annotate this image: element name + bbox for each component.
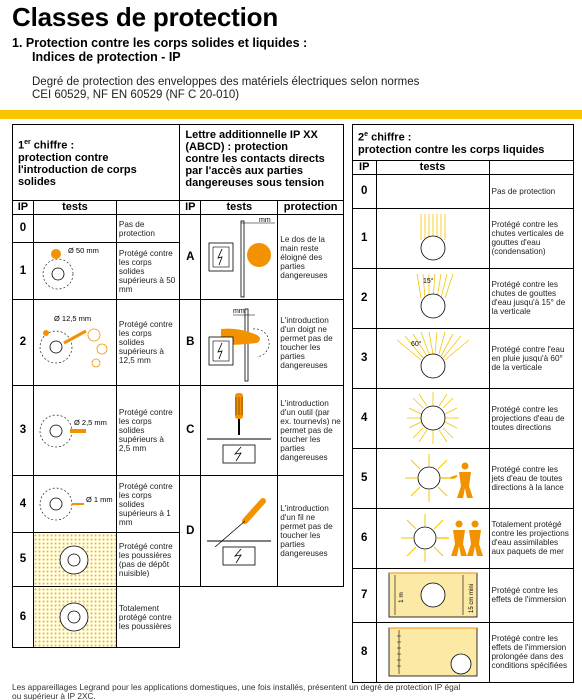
test-illustration <box>201 300 278 386</box>
ip-number: 7 <box>353 568 377 622</box>
ip-number: 1 <box>353 208 377 268</box>
col-header-tests: tests <box>33 201 116 215</box>
row-description: Protégé contre les corps solides supérieurs à 1 mm <box>116 476 179 533</box>
section-subheading: Indices de protection - IP <box>32 50 181 64</box>
ip-number: 1 <box>13 243 34 300</box>
row-description: L'introduction d'un outil (par ex. tournevis) ne permet pas de toucher les parties dangereuses <box>278 386 344 476</box>
letter-code: C <box>180 386 201 476</box>
accent-bar <box>0 110 582 119</box>
immersion-icon <box>377 569 489 621</box>
col-header-ip: IP <box>180 201 201 215</box>
page-title: Classes de protection <box>12 2 278 32</box>
row-description: Protégé contre les effets de l'immersion <box>489 568 574 622</box>
letter-code: A <box>180 215 201 300</box>
test-illustration <box>33 215 116 243</box>
row-description: Protégé contre les chutes de gouttes d'eau jusqu'à 15° de la verticale <box>489 268 574 328</box>
heading-sup: er <box>24 139 31 147</box>
ip-number: 5 <box>353 448 377 508</box>
table-row <box>353 208 574 268</box>
wire-probe-icon <box>34 477 116 531</box>
test-illustration <box>376 208 489 268</box>
screwdriver-icon <box>201 387 277 475</box>
heading-text: dangereuses sous tension <box>185 177 325 189</box>
wire-icon <box>201 481 277 581</box>
row-description: Protégé contre les chutes verticales de gouttes d'eau (condensation) <box>489 208 574 268</box>
col-header-protection: protection <box>278 201 344 215</box>
table-row <box>353 508 574 568</box>
row-description: Protégé contre les jets d'eau de toutes directions à la lance <box>489 448 574 508</box>
water-jet-icon <box>377 450 489 506</box>
row-description: Protégé contre l'eau en pluie jusqu'à 60° de la verticale <box>489 328 574 388</box>
ip-number: 8 <box>353 622 377 682</box>
test-illustration <box>33 476 116 533</box>
ip-number: 0 <box>353 174 377 208</box>
test-illustration <box>201 386 278 476</box>
test-finger-icon <box>201 301 277 385</box>
test-illustration <box>33 533 116 587</box>
drops-15-degree-icon <box>377 270 489 326</box>
ip-number: 3 <box>13 386 34 476</box>
row-description: Pas de protection <box>489 174 574 208</box>
row-description: Totalement protégé contre les projections d'eau assimilables aux paquets de mer <box>489 508 574 568</box>
ip-number: 2 <box>353 268 377 328</box>
liquids-table <box>352 124 574 683</box>
heading-sup: e <box>364 131 369 138</box>
col-header-tests: tests <box>376 160 489 174</box>
test-illustration <box>376 568 489 622</box>
dust-tight-icon <box>34 589 116 645</box>
table-row <box>13 215 344 243</box>
row-description: Protégé contre les projections d'eau de toutes directions <box>489 388 574 448</box>
test-illustration <box>33 386 116 476</box>
table-row <box>353 388 574 448</box>
svg-text:mm: mm <box>259 217 271 224</box>
heavy-seas-icon <box>377 510 489 566</box>
col-header-blank <box>489 160 574 174</box>
ip-number: 0 <box>13 215 34 243</box>
footer-note <box>12 683 572 700</box>
ip-number: 3 <box>353 328 377 388</box>
heading-text: par l'accès aux parties <box>185 165 303 177</box>
row-description: Le dos de la main reste éloigné des parties dangereuses <box>278 215 344 300</box>
footer-line: Les appareillages Legrand pour les applications domestiques, une fois installés, présentent un degré de protection IP égal <box>12 682 461 692</box>
table-row <box>353 622 574 682</box>
heading-text: chiffre : <box>30 139 75 152</box>
first-digit-heading <box>13 125 180 201</box>
svg-text:mm: mm <box>233 307 245 315</box>
heading-text: contre les contacts directs <box>185 153 325 165</box>
ip-number: 4 <box>353 388 377 448</box>
test-illustration <box>376 508 489 568</box>
table-row <box>353 174 574 208</box>
svg-text:15 cm mini: 15 cm mini <box>468 584 475 614</box>
heading-text: l'introduction de corps <box>18 163 137 176</box>
heading-digit: 2 <box>358 131 365 144</box>
svg-text:1 m: 1 m <box>397 592 405 604</box>
ip-number: 2 <box>13 300 34 386</box>
table-row <box>353 448 574 508</box>
ip-number: 6 <box>13 587 34 648</box>
svg-text:Ø 50 mm: Ø 50 mm <box>67 246 99 256</box>
splash-all-directions-icon <box>377 390 489 446</box>
row-description: Protégé contre les poussières (pas de dépôt nuisible) <box>116 533 179 587</box>
heading-digit: 1 <box>18 139 25 152</box>
test-illustration <box>376 448 489 508</box>
ip-number: 4 <box>13 476 34 533</box>
svg-text:60°: 60° <box>410 341 422 349</box>
svg-text:Ø 1 mm: Ø 1 mm <box>85 495 113 504</box>
test-illustration <box>201 215 278 300</box>
heading-text: chiffre : <box>368 131 412 144</box>
col-header-ip: IP <box>353 160 377 174</box>
heading-text: solides <box>18 175 56 188</box>
rain-60-degree-icon <box>377 330 489 386</box>
finger-probe-icon <box>34 301 116 385</box>
col-header-tests: tests <box>201 201 278 215</box>
test-illustration <box>376 174 489 208</box>
additional-letter-heading <box>180 125 344 201</box>
test-illustration <box>33 300 116 386</box>
heading-text: (ABCD) : protection <box>185 141 289 153</box>
svg-text:Ø 12,5 mm: Ø 12,5 mm <box>53 313 92 323</box>
table-row <box>353 328 574 388</box>
section-heading: 1. Protection contre les corps solides et liquides : <box>12 36 308 50</box>
intro-text <box>32 76 419 102</box>
row-description: Protégé contre les effets de l'immersion prolongée dans des conditions spécifiées <box>489 622 574 682</box>
test-illustration <box>376 388 489 448</box>
row-description: Pas de protection <box>116 215 179 243</box>
back-of-hand-icon <box>201 215 277 299</box>
row-description: Protégé contre les corps solides supérieurs à 2,5 mm <box>116 386 179 476</box>
row-description: Totalement protégé contre les poussières <box>116 587 179 648</box>
letter-code: D <box>180 476 201 587</box>
table-row <box>353 568 574 622</box>
empty-cell <box>180 587 344 648</box>
ip-number: 5 <box>13 533 34 587</box>
heading-text: protection contre <box>18 151 109 164</box>
table-row <box>13 587 344 648</box>
sphere-50mm-icon <box>34 244 116 298</box>
dust-icon <box>34 535 116 585</box>
vertical-drops-icon <box>377 210 489 266</box>
ip-number: 6 <box>353 508 377 568</box>
table-row <box>13 300 344 386</box>
letter-code: B <box>180 300 201 386</box>
test-illustration <box>376 622 489 682</box>
svg-text:Ø 2,5 mm: Ø 2,5 mm <box>73 417 107 427</box>
table-row <box>353 268 574 328</box>
prolonged-immersion-icon <box>377 624 489 680</box>
table-row <box>13 476 344 533</box>
row-description: Protégé contre les corps solides supérieurs à 12,5 mm <box>116 300 179 386</box>
test-illustration <box>376 328 489 388</box>
second-digit-heading <box>353 125 574 161</box>
test-illustration <box>201 476 278 587</box>
table-row <box>13 386 344 476</box>
heading-text: Lettre additionnelle IP XX <box>185 129 318 141</box>
test-illustration <box>33 243 116 300</box>
tool-probe-icon <box>34 401 116 461</box>
solids-table <box>12 124 344 648</box>
test-illustration <box>376 268 489 328</box>
svg-text:15°: 15° <box>422 278 434 286</box>
heading-text: protection contre les corps liquides <box>358 143 545 156</box>
intro-line: CEI 60529, NF EN 60529 (NF C 20-010) <box>32 89 240 101</box>
footer-line: ou supérieur à IP 2XC. <box>12 690 96 700</box>
intro-line: Degré de protection des enveloppes des matériels électriques selon normes <box>32 76 420 88</box>
col-header-ip: IP <box>13 201 34 215</box>
test-illustration <box>33 587 116 648</box>
col-header-blank <box>116 201 179 215</box>
row-description: L'introduction d'un fil ne permet pas de toucher les parties dangereuses <box>278 476 344 587</box>
row-description: L'introduction d'un doigt ne permet pas de toucher les parties dangereuses <box>278 300 344 386</box>
row-description: Protégé contre les corps solides supérieurs à 50 mm <box>116 243 179 300</box>
